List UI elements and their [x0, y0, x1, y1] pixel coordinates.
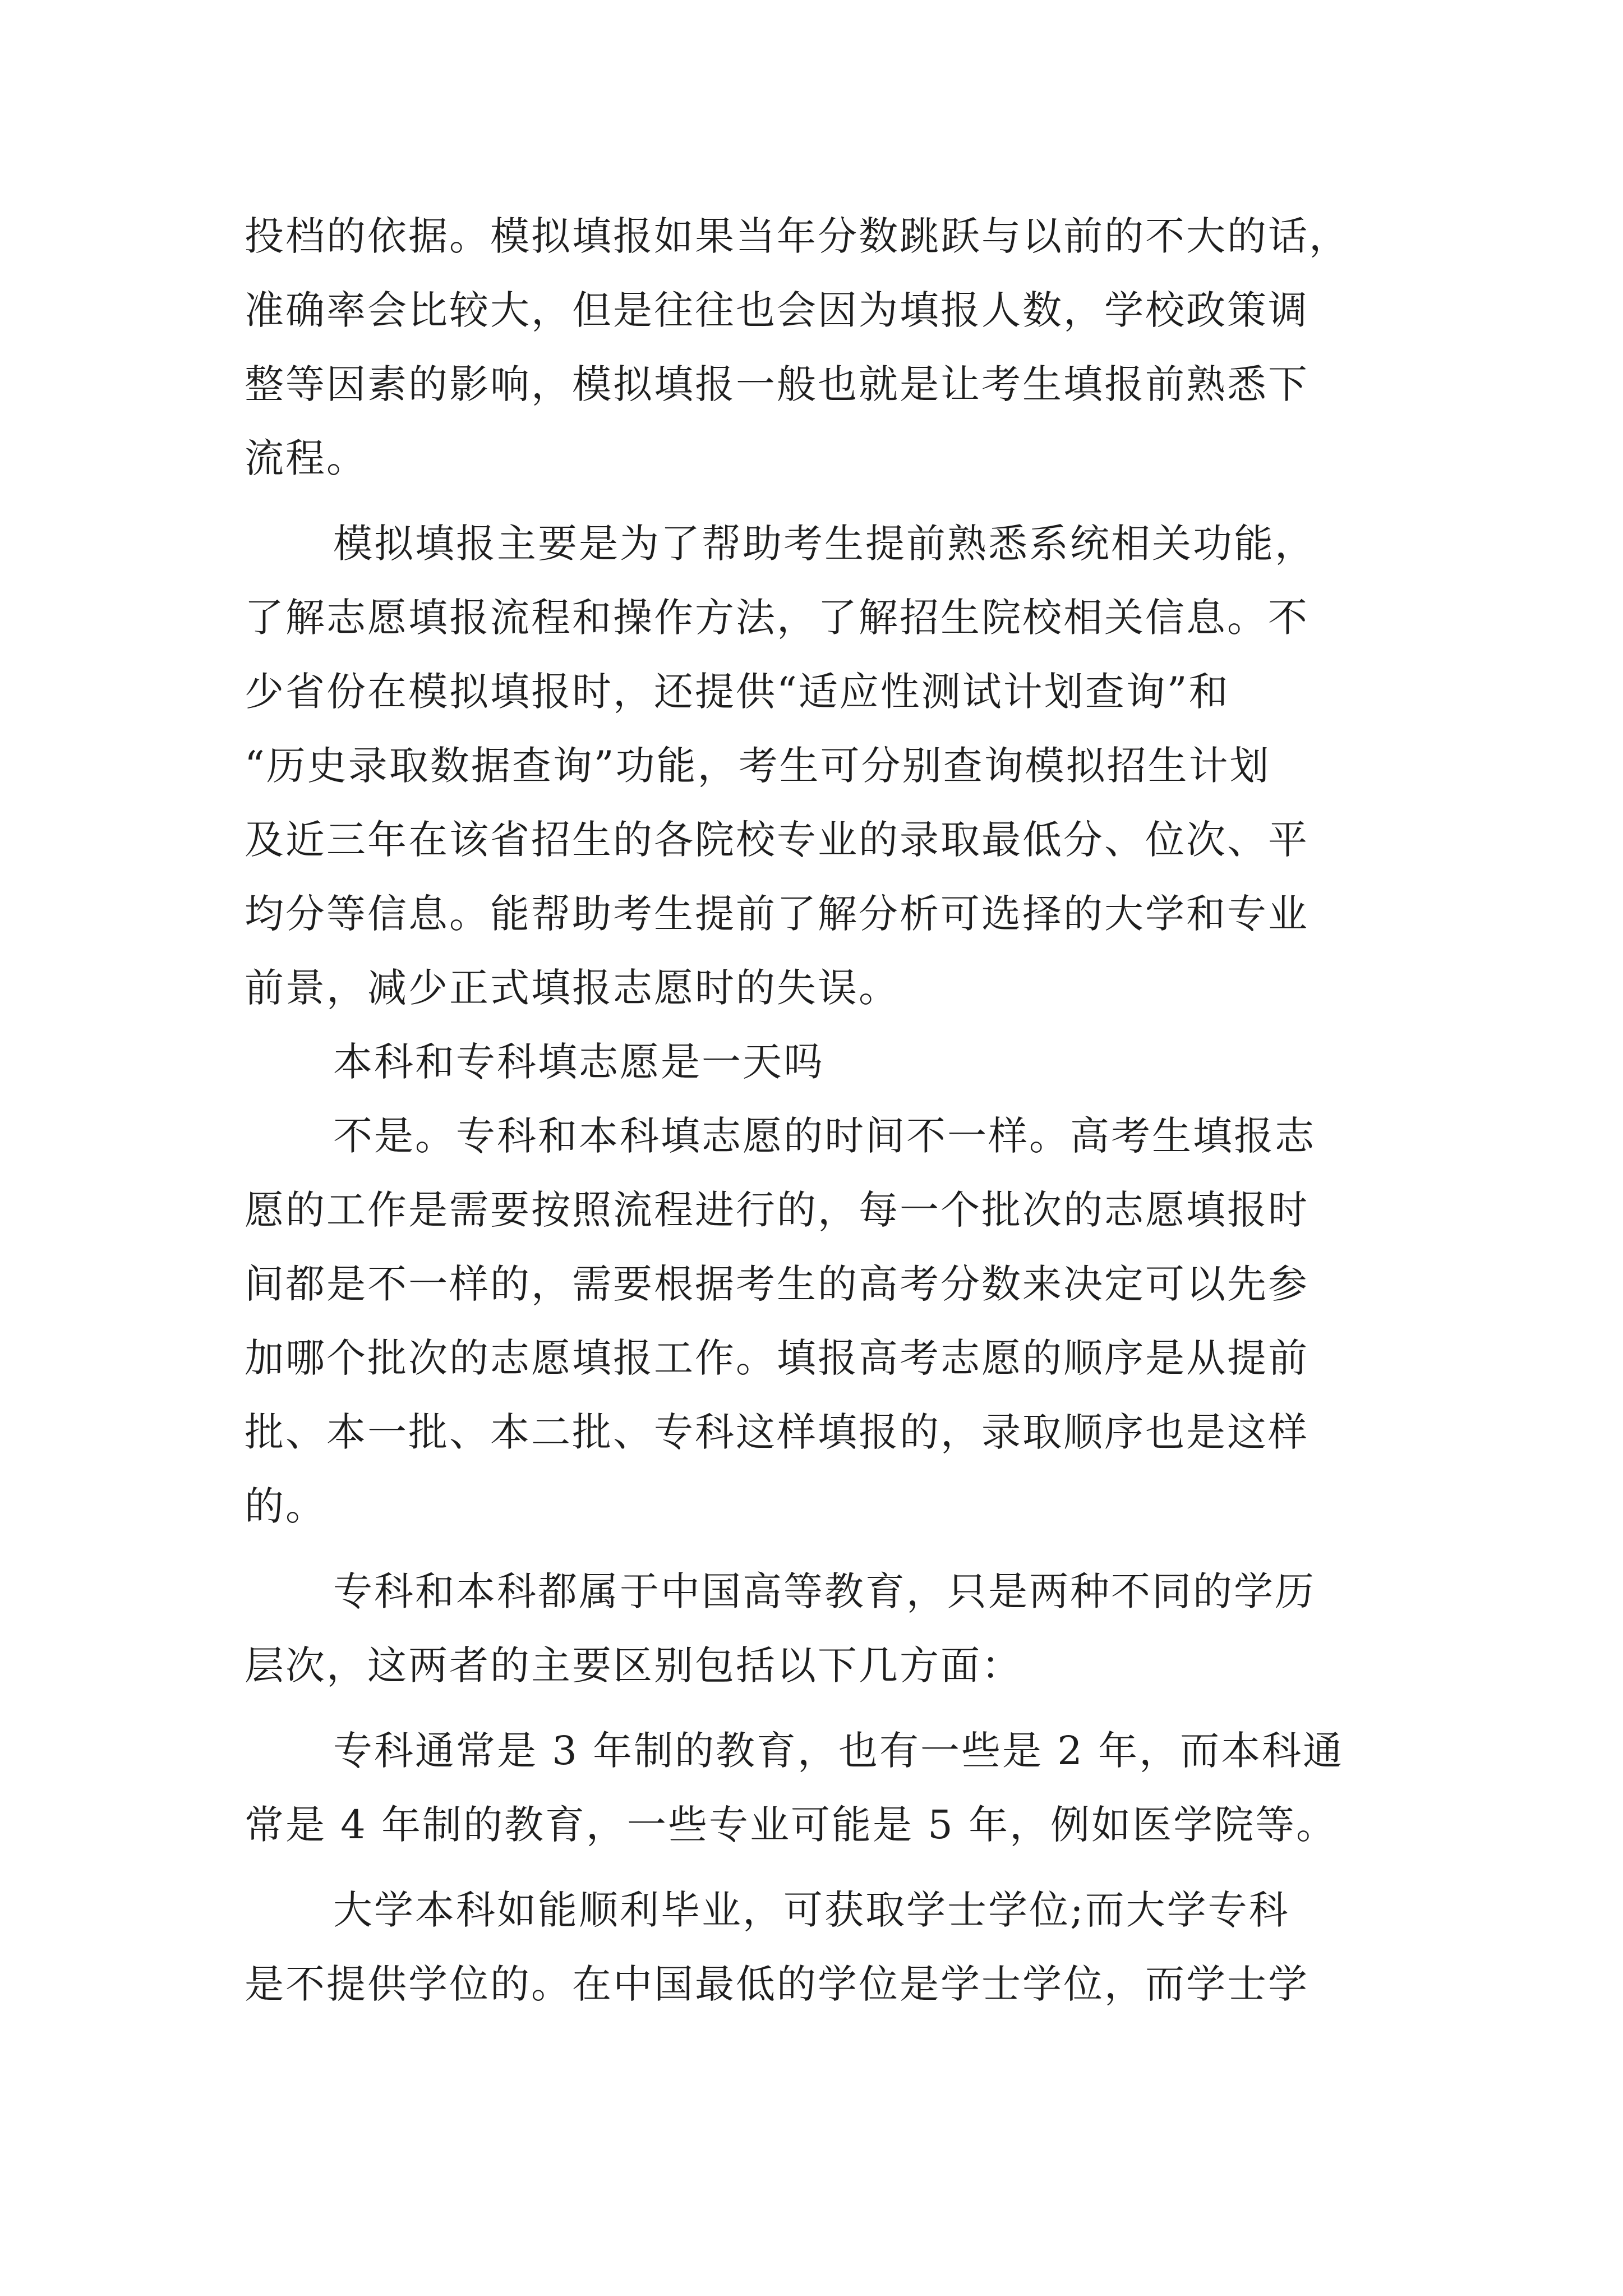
text-line: 大学本科如能顺利毕业，可获取学士学位;而大学专科 — [333, 1887, 1290, 1933]
text-line: 专科通常是 3 年制的教育，也有一些是 2 年，而本科通 — [333, 1728, 1344, 1774]
text-line: 及近三年在该省招生的各院校专业的录取最低分、位次、平 — [245, 817, 1309, 863]
text-line: 加哪个批次的志愿填报工作。填报高考志愿的顺序是从提前 — [245, 1335, 1309, 1381]
text-line: 流程。 — [245, 435, 367, 481]
text-line: 准确率会比较大，但是往往也会因为填报人数，学校政策调 — [245, 287, 1309, 333]
text-line: 批、本一批、本二批、专科这样填报的，录取顺序也是这样 — [245, 1409, 1309, 1455]
text-line: 专科和本科都属于中国高等教育，只是两种不同的学历 — [333, 1568, 1316, 1614]
document-body — [245, 199, 1383, 2021]
text-line: “历史录取数据查询”功能，考生可分别查询模拟招生计划 — [245, 743, 1271, 789]
text-line: 了解志愿填报流程和操作方法，了解招生院校相关信息。不 — [245, 595, 1309, 641]
text-line: 整等因素的影响，模拟填报一般也就是让考生填报前熟悉下 — [245, 361, 1309, 407]
text-line: 均分等信息。能帮助考生提前了解分析可选择的大学和专业 — [245, 891, 1309, 937]
text-line: 的。 — [245, 1483, 326, 1529]
text-line: 模拟填报主要是为了帮助考生提前熟悉系统相关功能， — [333, 521, 1316, 567]
text-line: 投档的依据。模拟填报如果当年分数跳跃与以前的不大的话， — [245, 213, 1350, 259]
text-line: 是不提供学位的。在中国最低的学位是学士学位，而学士学 — [245, 1961, 1309, 2007]
section-heading: 本科和专科填志愿是一天吗 — [333, 1039, 824, 1085]
text-line: 愿的工作是需要按照流程进行的，每一个批次的志愿填报时 — [245, 1187, 1309, 1233]
text-line: 间都是不一样的，需要根据考生的高考分数来决定可以先参 — [245, 1261, 1309, 1307]
text-line: 不是。专科和本科填志愿的时间不一样。高考生填报志 — [333, 1113, 1316, 1159]
text-line: 少省份在模拟填报时，还提供“适应性测试计划查询”和 — [245, 669, 1230, 715]
text-line: 层次，这两者的主要区别包括以下几方面： — [245, 1642, 1022, 1688]
text-line: 常是 4 年制的教育，一些专业可能是 5 年，例如医学院等。 — [245, 1802, 1338, 1848]
text-line: 前景，减少正式填报志愿时的失误。 — [245, 965, 900, 1011]
